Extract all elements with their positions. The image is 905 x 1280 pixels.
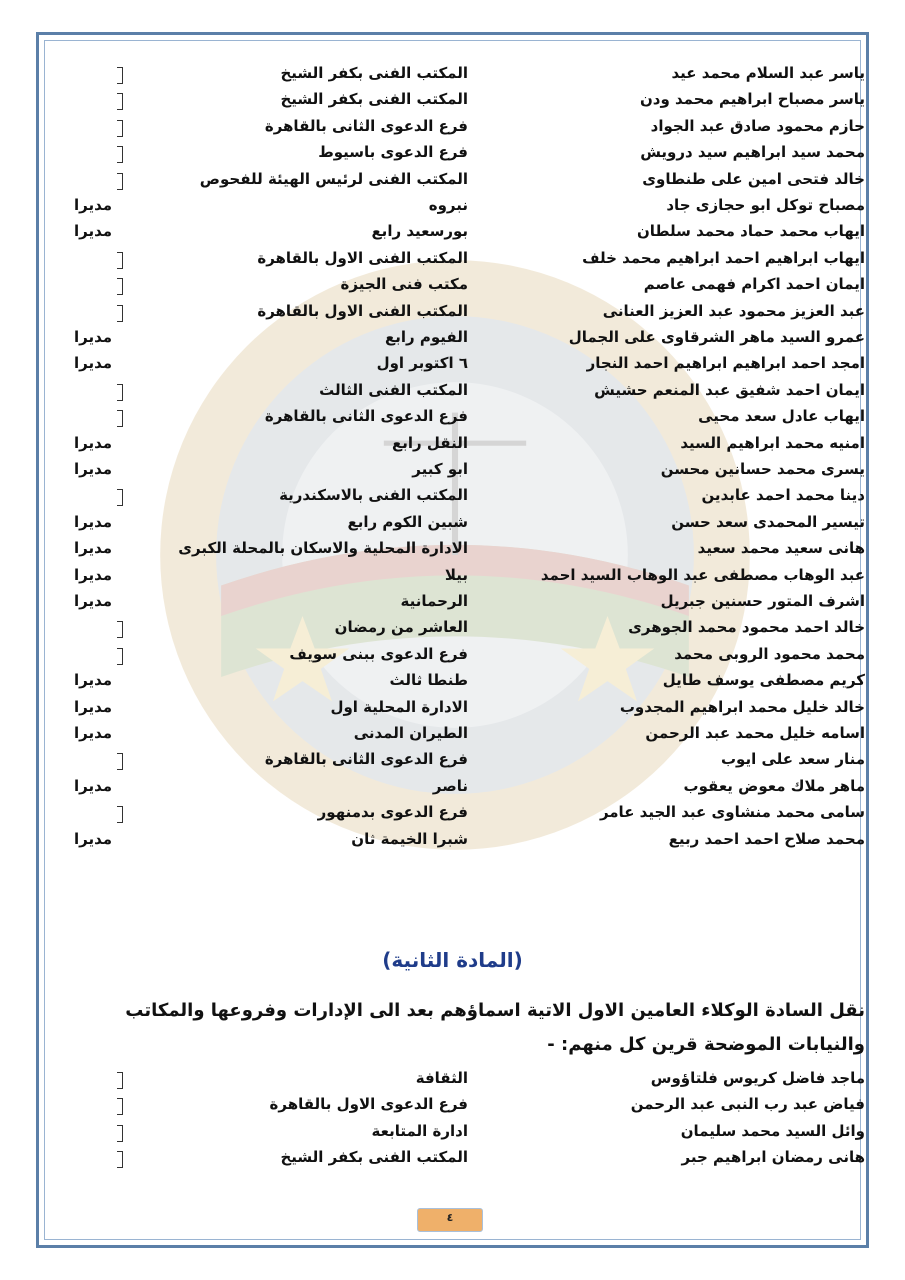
role-note: مديرا (74, 829, 113, 848)
role-note: مديرا (74, 196, 113, 214)
person-name: ايهاب عادل سعد محيى (698, 407, 865, 426)
destination: ادارة المتابعة (371, 1121, 468, 1140)
person-name: ياسر مصباح ابراهيم محمد ودن (639, 90, 865, 109)
list-item (0, 407, 905, 433)
person-name: ايمان احمد اكرام فهمى عاصم (643, 275, 865, 294)
role-note: مديرا (74, 512, 113, 531)
destination: النقل رابع (392, 433, 468, 452)
bracket-mark (117, 753, 123, 770)
bracket-mark (117, 252, 123, 269)
person-name: عبد العزيز محمود عبد العزيز العنانى (602, 301, 865, 320)
list-item (0, 249, 905, 275)
person-name: فياض عبد رب النبى عبد الرحمن (630, 1095, 865, 1114)
list-item (0, 486, 905, 512)
destination: نبروه (428, 196, 468, 214)
destination: شبرا الخيمة ثان (351, 829, 468, 848)
role-note: مديرا (74, 222, 113, 241)
destination: الادارة المحلية والاسكان بالمحلة الكبرى (178, 539, 468, 558)
destination: المكتب الفنى بكفر الشيخ (280, 90, 468, 109)
person-name: محمد صلاح احمد احمد ربيع (668, 829, 865, 848)
role-note: مديرا (74, 776, 113, 795)
destination: المكتب الفنى الثالث (319, 380, 468, 399)
destination: الثقافة (415, 1069, 468, 1087)
list-item (0, 1148, 905, 1174)
role-note: مديرا (74, 460, 113, 478)
role-note: مديرا (74, 724, 113, 742)
bracket-mark (117, 173, 123, 190)
person-name: خالد خليل محمد ابراهيم المجدوب (619, 697, 865, 716)
person-name: امجد احمد ابراهيم ابراهيم احمد النجار (586, 354, 865, 373)
list-item (0, 539, 905, 565)
list-item (0, 1122, 905, 1148)
person-name: ماهر ملاك معوض يعقوب (683, 776, 865, 795)
bracket-mark (117, 1151, 123, 1168)
bracket-mark (117, 384, 123, 401)
list-item (0, 566, 905, 592)
person-name: محمد محمود الروبى محمد (674, 644, 865, 663)
bracket-mark (117, 93, 123, 110)
person-name: عبد الوهاب مصطفى عبد الوهاب السيد احمد (540, 565, 865, 584)
person-name: ياسر عبد السلام محمد عيد (671, 64, 865, 82)
destination: العاشر من رمضان (334, 618, 468, 637)
list-item (0, 275, 905, 301)
role-note: مديرا (74, 539, 113, 558)
destination: شبين الكوم رابع (347, 512, 468, 531)
person-name: كريم مصطفى يوسف طايل (662, 671, 865, 690)
person-name: ايهاب ابراهيم احمد ابراهيم محمد خلف (582, 248, 865, 267)
list-item (0, 328, 905, 354)
destination: المكتب الفنى بالاسكندرية (279, 486, 468, 505)
bracket-mark (117, 278, 123, 295)
person-name: وائل السيد محمد سليمان (680, 1121, 865, 1140)
destination: ناصر (432, 776, 468, 795)
bracket-mark (117, 120, 123, 137)
destination: فرع الدعوى ببنى سويف (289, 644, 468, 663)
list-item (0, 117, 905, 143)
role-note: مديرا (74, 671, 113, 690)
bracket-mark (117, 1072, 123, 1089)
person-name: عمرو السيد ماهر الشرقاوى على الجمال (568, 328, 865, 346)
person-name: تيسير المحمدى سعد حسن (671, 512, 865, 531)
destination: بيلا (444, 565, 468, 584)
role-note: مديرا (74, 328, 113, 346)
page-number-tab (417, 1208, 483, 1232)
destination: فرع الدعوى الثانى بالقاهرة (264, 750, 468, 769)
destination: المكتب الفنى الاول بالقاهرة (257, 301, 468, 320)
person-name: سامى محمد منشاوى عبد الجيد عامر (599, 803, 865, 822)
person-name: خالد فتحى امين على طنطاوى (642, 169, 865, 188)
person-name: مصباح توكل ابو حجازى جاد (666, 196, 865, 214)
section-heading: (المادة الثانية) (382, 948, 523, 972)
bracket-mark (117, 1125, 123, 1142)
destination: الفيوم رابع (385, 328, 468, 346)
list-item (0, 513, 905, 539)
person-name: هانى رمضان ابراهيم جبر (681, 1148, 865, 1167)
destination: طنطا ثالث (389, 671, 468, 690)
destination: فرع الدعوى الثانى بالقاهرة (264, 407, 468, 426)
destination: الرحمانية (400, 592, 468, 610)
bracket-mark (117, 305, 123, 322)
list-item (0, 698, 905, 724)
bracket-mark (117, 1098, 123, 1115)
list-item (0, 830, 905, 856)
bracket-mark (117, 146, 123, 163)
list-item (0, 354, 905, 380)
destination: فرع الدعوى الثانى بالقاهرة (264, 116, 468, 135)
person-name: ايهاب محمد حماد محمد سلطان (636, 222, 865, 241)
destination: فرع الدعوى الاول بالقاهرة (269, 1095, 468, 1114)
person-name: ايمان احمد شفيق عبد المنعم حشيش (594, 380, 865, 399)
person-name: اسامه خليل محمد عبد الرحمن (645, 724, 865, 742)
bracket-mark (117, 410, 123, 427)
list-item (0, 803, 905, 829)
role-note: مديرا (74, 433, 113, 452)
list-item (0, 222, 905, 248)
person-name: حازم محمود صادق عبد الجواد (650, 116, 865, 135)
role-note: مديرا (74, 592, 113, 610)
person-name: يسرى محمد حسانين محسن (660, 460, 865, 478)
paragraph-line-1: نقل السادة الوكلاء العامين الاول الاتية اسماؤهم بعد الى الإدارات وفروعها والمكاتب (125, 1000, 865, 1021)
list-item (0, 724, 905, 750)
destination: المكتب الفنى الاول بالقاهرة (257, 248, 468, 267)
list-item (0, 143, 905, 169)
list-item (0, 460, 905, 486)
destination: الادارة المحلية اول (330, 697, 468, 716)
bracket-mark (117, 806, 123, 823)
destination: فرع الدعوى باسيوط (318, 143, 468, 162)
list-item (0, 1069, 905, 1095)
role-note: مديرا (74, 697, 113, 716)
page-number: ٤ (446, 1211, 454, 1224)
destination: ابو كبير (412, 460, 468, 478)
bracket-mark (117, 489, 123, 506)
destination: فرع الدعوى بدمنهور (317, 803, 468, 822)
list-item (0, 645, 905, 671)
person-name: هانى سعيد محمد سعيد (697, 539, 865, 558)
list-item (0, 750, 905, 776)
paragraph-line-2: والنيابات الموضحة قرين كل منهم: - (547, 1034, 865, 1055)
list-item (0, 671, 905, 697)
list-item (0, 381, 905, 407)
person-name: منار سعد على ايوب (720, 750, 865, 769)
person-name: خالد احمد محمود محمد الجوهرى (628, 618, 865, 637)
person-name: ماجد فاضل كريوس فلتاؤوس (650, 1069, 865, 1087)
list-item (0, 196, 905, 222)
role-note: مديرا (74, 354, 113, 373)
destination: الطيران المدنى (353, 724, 468, 742)
list-item (0, 302, 905, 328)
destination: المكتب الفنى لرئيس الهيئة للفحوص (199, 169, 468, 188)
destination: المكتب الفنى بكفر الشيخ (280, 1148, 468, 1167)
role-note: مديرا (74, 565, 113, 584)
list-item (0, 434, 905, 460)
person-name: اشرف المتور حسنين جبريل (660, 592, 865, 610)
destination: ٦ اكتوبر اول (376, 354, 468, 373)
list-item (0, 90, 905, 116)
destination: بورسعيد رابع (371, 222, 468, 241)
bracket-mark (117, 67, 123, 84)
person-name: محمد سيد ابراهيم سيد درويش (640, 143, 865, 162)
list-item (0, 1095, 905, 1121)
bracket-mark (117, 648, 123, 665)
bracket-mark (117, 621, 123, 638)
list-item (0, 618, 905, 644)
person-name: امنيه محمد ابراهيم السيد (680, 433, 865, 452)
destination: المكتب الفنى بكفر الشيخ (280, 64, 468, 82)
destination: مكتب فنى الجيزة (340, 275, 468, 294)
list-item (0, 64, 905, 90)
person-name: دينا محمد احمد عابدين (701, 486, 865, 505)
list-item (0, 592, 905, 618)
list-item (0, 777, 905, 803)
list-item (0, 170, 905, 196)
